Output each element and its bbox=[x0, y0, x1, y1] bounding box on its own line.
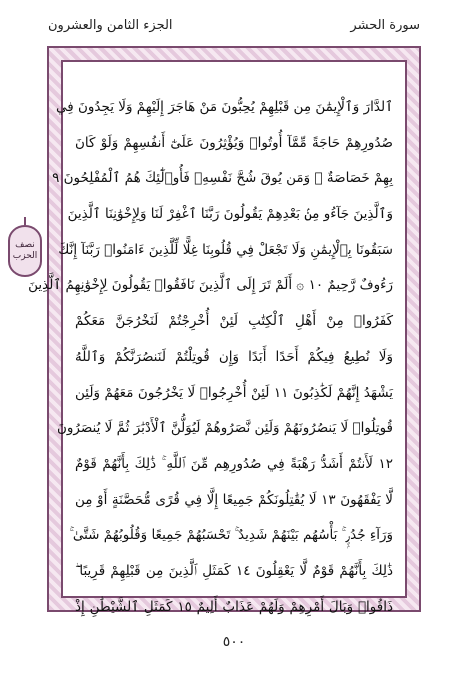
text-line: ١٢ لَأَنتُمْ أَشَدُّ رَهْبَةً فِي صُدُورِهِم مِّنَ ٱللَّهِ ۚ ذَٰلِكَ بِأَنَّهُمْ قَوْمٌ bbox=[75, 455, 393, 472]
hizb-marker-label: نصف الحزب bbox=[12, 240, 38, 261]
text-line: قُوتِلُوا۟ لَا يَنصُرُونَهُمْ وَلَئِن نَّصَرُوهُمْ لَيُوَلُّنَّ ٱلْأَدْبَٰرَ ثُمَّ لَا يُنصَرُونَ bbox=[56, 420, 393, 437]
text-line: رَءُوفٌ رَّحِيمٌ ١٠ ۞ أَلَمْ تَرَ إِلَى ٱلَّذِينَ نَافَقُوا۟ يَقُولُونَ لِإِخْوَٰنِهِمُ ٱلَّذِينَ bbox=[28, 277, 393, 294]
page-number: ٥٠٠ bbox=[222, 634, 246, 650]
text-line: وَلَا نُطِيعُ فِيكُمْ أَحَدًا أَبَدًا وَإِن قُوتِلْتُمْ لَنَنصُرَنَّكُمْ وَٱللَّهُ bbox=[75, 348, 393, 365]
text-line: ٱلدَّارَ وَٱلْإِيمَٰنَ مِن قَبْلِهِمْ يُحِبُّونَ مَنْ هَاجَرَ إِلَيْهِمْ وَلَا يَجِدُونَ فِي bbox=[56, 99, 393, 115]
text-line: وَٱلَّذِينَ جَآءُو مِنۢ بَعْدِهِمْ يَقُولُونَ رَبَّنَا ٱغْفِرْ لَنَا وَلِإِخْوَٰنِنَا ٱلَّذِينَ bbox=[67, 206, 393, 223]
text-line: صُدُورِهِمْ حَاجَةً مِّمَّآ أُوتُوا۟ وَيُؤْثِرُونَ عَلَىٰٓ أَنفُسِهِمْ وَلَوْ كَانَ bbox=[75, 134, 393, 151]
juz-name: الجزء الثامن والعشرون bbox=[48, 18, 173, 33]
text-line: يَشْهَدُ إِنَّهُمْ لَكَٰذِبُونَ ١١ لَئِنْ أُخْرِجُوا۟ لَا يَخْرُجُونَ مَعَهُمْ وَلَئِن bbox=[75, 384, 394, 401]
text-line: وَرَآءِ جُدُرٍۭ ۚ بَأْسُهُم بَيْنَهُمْ شَدِيدٌ ۚ تَحْسَبُهُمْ جَمِيعًا وَقُلُوبُهُمْ شَتَّىٰ ۚ bbox=[69, 527, 393, 544]
text-line: سَبَقُونَا بِٱلْإِيمَٰنِ وَلَا تَجْعَلْ فِي قُلُوبِنَا غِلًّا لِّلَّذِينَ ءَامَنُوا۟ رَبَّنَآ إِنَّكَ bbox=[58, 241, 393, 258]
text-line: ذَٰلِكَ بِأَنَّهُمْ قَوْمٌ لَّا يَعْقِلُونَ ١٤ كَمَثَلِ ٱلَّذِينَ مِن قَبْلِهِمْ قَرِيبًا ۖ bbox=[75, 562, 393, 579]
text-line: ذَاقُوا۟ وَبَالَ أَمْرِهِمْ وَلَهُمْ عَذَابٌ أَلِيمٌ ١٥ كَمَثَلِ ٱلشَّيْطَٰنِ إِذْ bbox=[75, 598, 393, 615]
text-frame-inner bbox=[28, 60, 407, 615]
page-frame bbox=[28, 46, 421, 615]
quran-text-area bbox=[28, 90, 395, 615]
text-line: لَّا يَفْقَهُونَ ١٣ لَا يُقَٰتِلُونَكُمْ جَمِيعًا إِلَّا فِي قُرًى مُّحَصَّنَةٍ أَوْ مِن bbox=[75, 491, 393, 508]
page-header bbox=[48, 18, 420, 40]
text-line: كَفَرُوا۟ مِنْ أَهْلِ ٱلْكِتَٰبِ لَئِنْ أُخْرِجْتُمْ لَنَخْرُجَنَّ مَعَكُمْ bbox=[75, 313, 393, 330]
surah-name: سورة الحشر bbox=[350, 18, 420, 33]
text-line: بِهِمْ خَصَاصَةٌ ۚ وَمَن يُوقَ شُحَّ نَفْسِهِۦ فَأُو۟لَٰٓئِكَ هُمُ ٱلْمُفْلِحُونَ ٩ bbox=[52, 170, 393, 187]
